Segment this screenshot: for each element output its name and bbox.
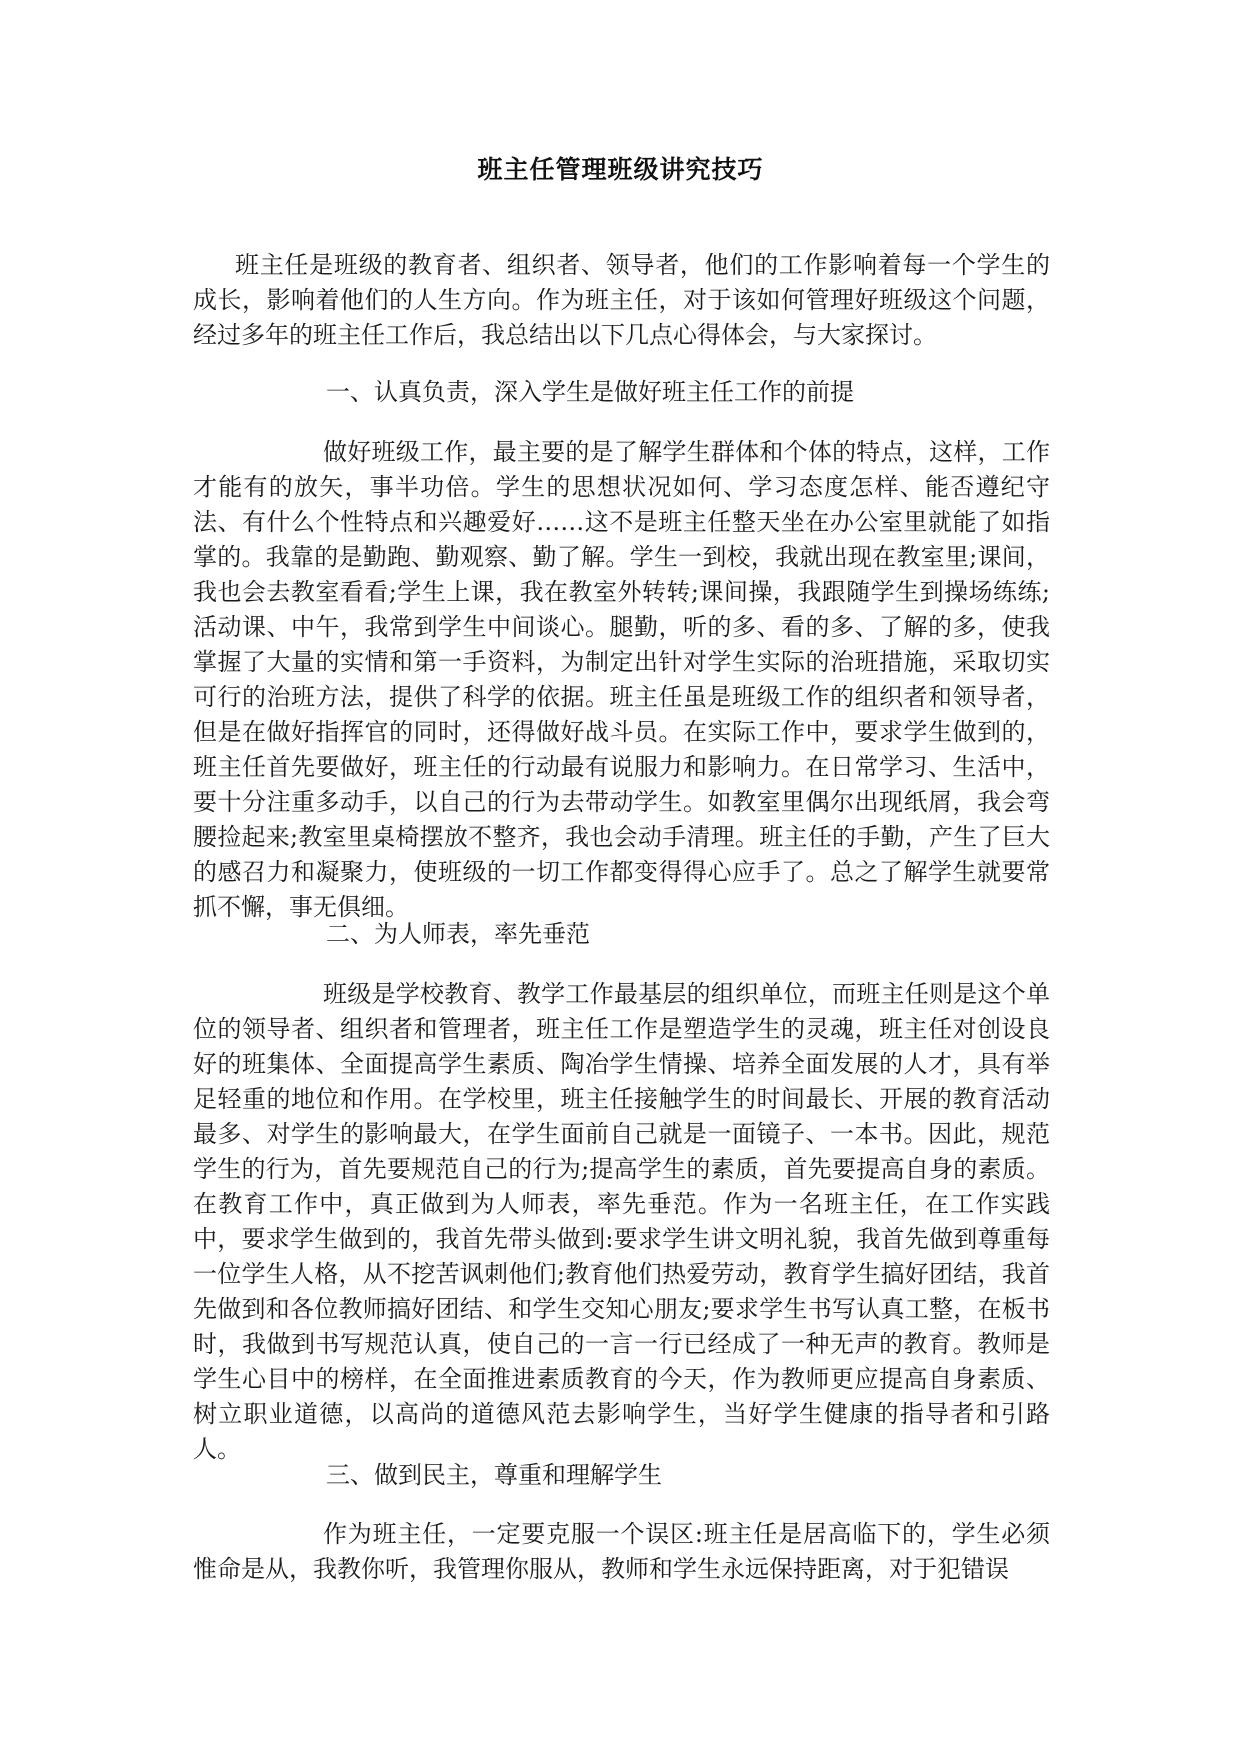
page-title: 班主任管理班级讲究技巧: [477, 155, 764, 184]
intro-paragraph: 班主任是班级的教育者、组织者、领导者，他们的工作影响着每一个学生的成长，影响着他们的人生方向。作为班主任，对于该如何管理好班级这个问题，经过多年的班主任工作后，我总结出以下几点心得体会，与大家探讨。: [193, 251, 1050, 349]
section-heading-1: 一、认真负责，深入学生是做好班主任工作的前提: [326, 378, 854, 406]
section-heading-2: 二、为人师表，率先垂范: [326, 920, 590, 948]
section-body-3: 作为班主任，一定要克服一个误区:班主任是居高临下的，学生必须惟命是从，我教你听，我管理你服从，教师和学生永远保持距离，对于犯错误: [193, 1520, 1050, 1583]
section-body-2: 班级是学校教育、教学工作最基层的组织单位，而班主任则是这个单位的领导者、组织者和管理者，班主任工作是塑造学生的灵魂，班主任对创设良好的班集体、全面提高学生素质、陶冶学生情操、培养全面发展的人才，具有举足轻重的地位和作用。在学校里，班主任接触学生的时间最长、开展的教育活动最多、对学生的影响最大，在学生面前自己就是一面镜子、一本书。因此，规范学生的行为，首先要规范自己的行为;提高学生的素质，首先要提高自身的素质。在教育工作中，真正做到为人师表，率先垂范。作为一名班主任，在工作实践中，要求学生做到的，我首先带头做到:要求学生讲文明礼貌，我首先做到尊重每一位学生人格，从不挖苦讽刺他们;教育他们热爱劳动，教育学生搞好团结，我首先做到和各位教师搞好团结、和学生交知心朋友;要求学生书写认真工整，在板书时，我做到书写规范认真，使自己的一言一行已经成了一种无声的教育。教师是学生心目中的榜样，在全面推进素质教育的今天，作为教师更应提高自身素质、树立职业道德，以高尚的道德风范去影响学生，当好学生健康的指导者和引路人。: [193, 980, 1050, 1463]
section-heading-3: 三、做到民主，尊重和理解学生: [326, 1461, 662, 1489]
section-body-1: 做好班级工作，最主要的是了解学生群体和个体的特点，这样，工作才能有的放矢，事半功倍。学生的思想状况如何、学习态度怎样、能否遵纪守法、有什么个性特点和兴趣爱好……这不是班主任整天坐在办公室里就能了如指掌的。我靠的是勤跑、勤观察、勤了解。学生一到校，我就出现在教室里;课间，我也会去教室看看;学生上课，我在教室外转转;课间操，我跟随学生到操场练练;活动课、中午，我常到学生中间谈心。腿勤，听的多、看的多、了解的多，使我掌握了大量的实情和第一手资料，为制定出针对学生实际的治班措施，采取切实可行的治班方法，提供了科学的依据。班主任虽是班级工作的组织者和领导者，但是在做好指挥官的同时，还得做好战斗员。在实际工作中，要求学生做到的，班主任首先要做好，班主任的行动最有说服力和影响力。在日常学习、生活中，要十分注重多动手，以自己的行为去带动学生。如教室里偶尔出现纸屑，我会弯腰捡起来;教室里桌椅摆放不整齐，我也会动手清理。班主任的手勤，产生了巨大的感召力和凝聚力，使班级的一切工作都变得得心应手了。总之了解学生就要常抓不懈，事无俱细。: [193, 438, 1050, 921]
